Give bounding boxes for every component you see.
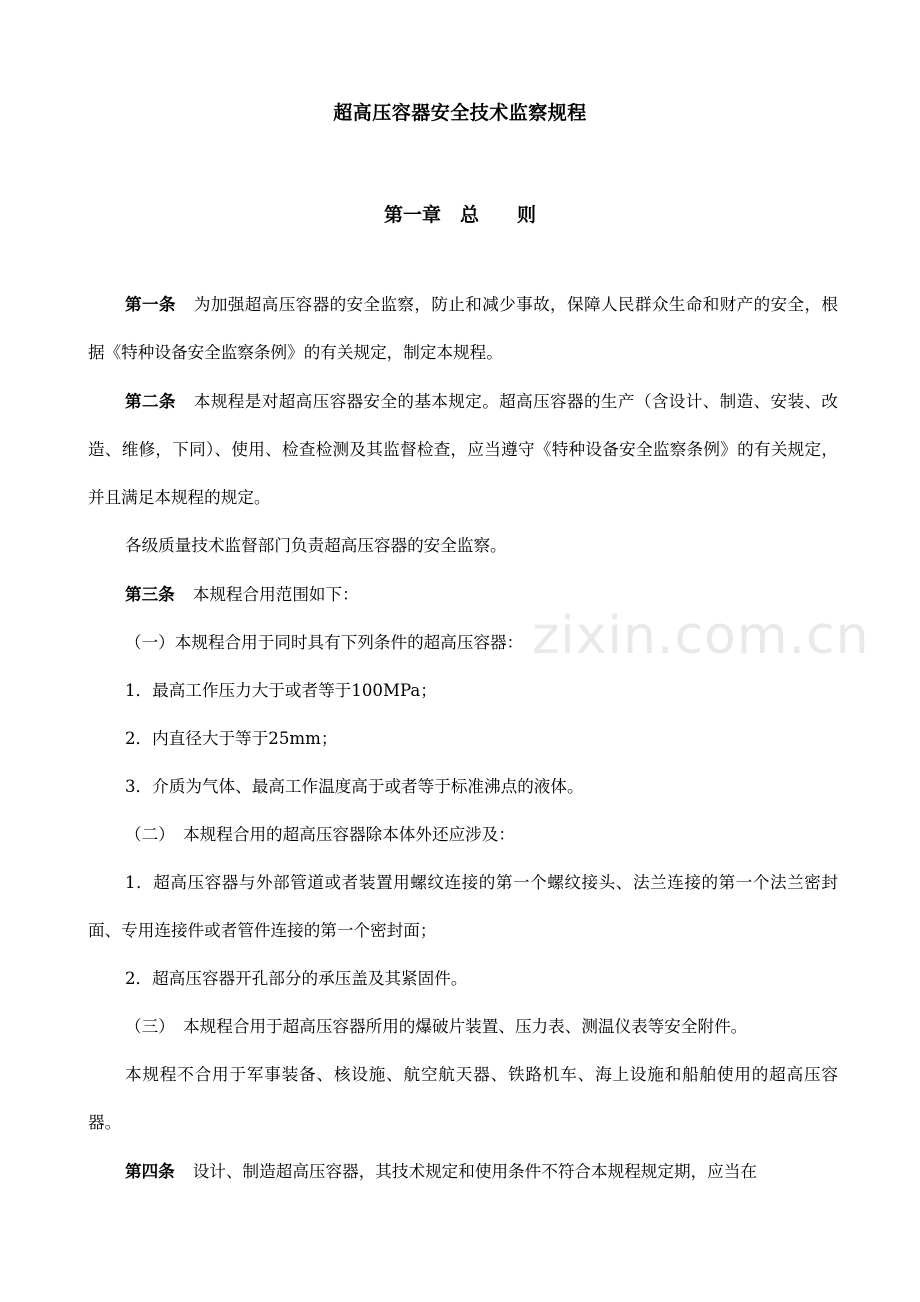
article-number: 第三条 (125, 584, 175, 604)
paragraph (88, 1051, 838, 1147)
list-heading (88, 619, 838, 667)
paragraph-text: 2．内直径大于等于25mm； (125, 729, 338, 748)
paragraph-text: 3．介质为气体、最高工作温度高于或者等于标准沸点的液体。 (125, 777, 584, 796)
article-number: 第二条 (125, 391, 176, 411)
paragraph-text: 为加强超高压容器的安全监察，防止和减少事故，保障人民群众生命和财产的安全，根据《特种设备安全监察条例》的有关规定，制定本规程。 (88, 295, 839, 362)
list-item (88, 859, 838, 955)
list-item (88, 955, 838, 1003)
paragraph-text: 各级质量技术监督部门负责超高压容器的安全监察。 (125, 536, 507, 555)
list-heading (88, 811, 838, 859)
chapter-title: 第一章 总 则 (383, 204, 536, 226)
paragraph-text: （一）本规程合用于同时具有下列条件的超高压容器： (125, 633, 524, 652)
paragraph-text: 本规程合用范围如下： (192, 585, 359, 604)
article-number: 第一条 (125, 294, 176, 314)
document-title: 超高压容器安全技术监察规程 (333, 102, 587, 124)
list-item (88, 763, 838, 811)
paragraph-text: 设计、制造超高压容器，其技术规定和使用条件不符合本规程规定期，应当在 (192, 1162, 757, 1181)
paragraph-text: 本规程不合用于军事装备、核设施、航空航天器、铁路机车、海上设施和船舶使用的超高压容器。 (88, 1065, 838, 1132)
paragraph-text: 1．超高压容器与外部管道或者装置用螺纹连接的第一个螺纹接头、法兰连接的第一个法兰密封面、专用连接件或者管件连接的第一个密封面； (88, 873, 838, 940)
list-item (88, 667, 838, 715)
paragraph-text: 本规程是对超高压容器安全的基本规定。超高压容器的生产（含设计、制造、安装、改造、维修，下同）、使用、检查检测及其监督检查，应当遵守《特种设备安全监察条例》的有关规定，并且满足本规程的规定。 (88, 392, 839, 507)
paragraph-text: 1．最高工作压力大于或者等于100MPa； (125, 681, 437, 700)
paragraph-article-3 (88, 570, 838, 619)
watermark: zixin.com.cn (532, 606, 870, 666)
list-item (88, 715, 838, 763)
paragraph-article-4 (88, 1147, 838, 1196)
paragraph-text: （二） 本规程合用的超高压容器除本体外还应涉及： (125, 825, 515, 844)
paragraph-article-1 (88, 280, 838, 377)
paragraph (88, 522, 838, 570)
article-number: 第四条 (125, 1161, 175, 1181)
document-body (88, 280, 838, 1196)
list-heading (88, 1003, 838, 1051)
paragraph-text: （三） 本规程合用于超高压容器所用的爆破片装置、压力表、测温仪表等安全附件。 (125, 1017, 748, 1036)
paragraph-text: 2．超高压容器开孔部分的承压盖及其紧固件。 (125, 969, 468, 988)
paragraph-article-2 (88, 377, 838, 522)
